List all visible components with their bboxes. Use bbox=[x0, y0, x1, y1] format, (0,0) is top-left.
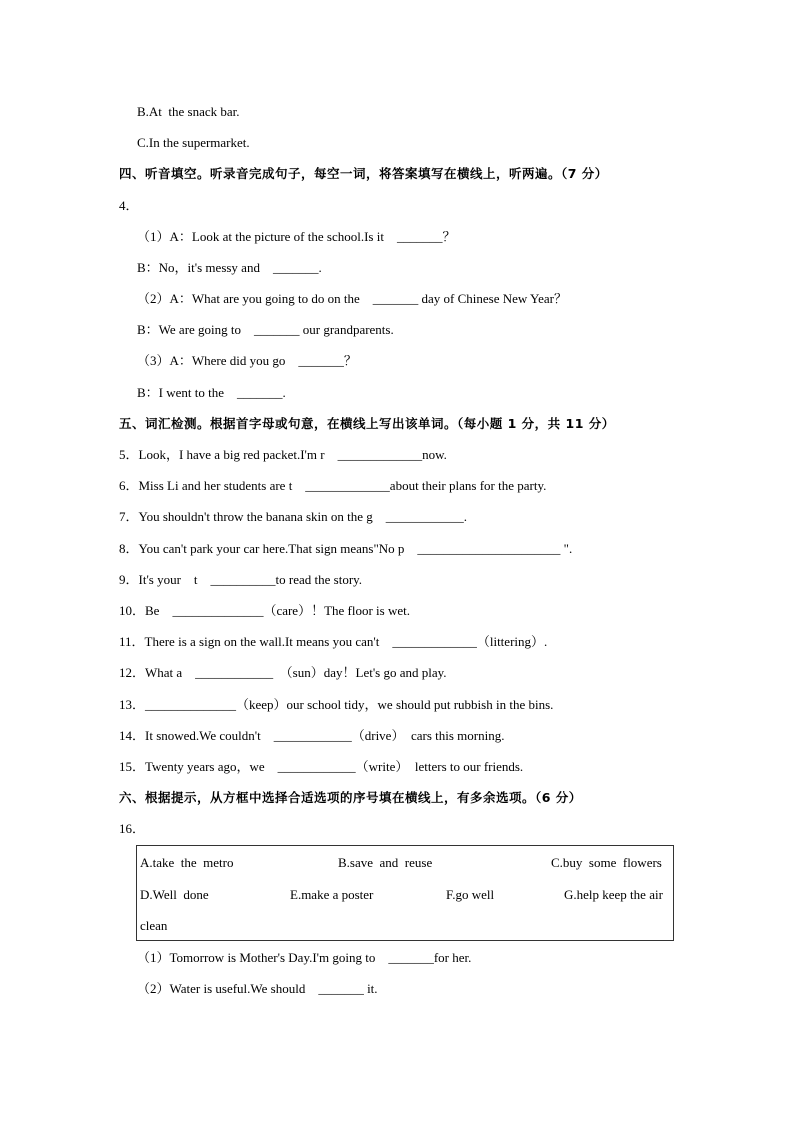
question-line: 11．There is a sign on the wall.It means you can't _____________（littering）. bbox=[119, 634, 548, 649]
option-line-c: C.In the supermarket. bbox=[137, 135, 250, 150]
question-line: （2）Water is useful.We should _______ it. bbox=[137, 981, 378, 996]
option-line-b: B.At the snack bar. bbox=[137, 104, 240, 119]
question-number: 16． bbox=[119, 821, 146, 836]
question-line: B：I went to the _______. bbox=[137, 385, 286, 400]
option-c: C.buy some flowers bbox=[551, 855, 662, 870]
question-line: （2）A：What are you going to do on the _______ day of Chinese New Year？ bbox=[137, 291, 568, 306]
question-line: 13．______________（keep）our school tidy，we should put rubbish in the bins. bbox=[119, 697, 554, 712]
section-5-heading: 五、词汇检测。根据首字母或句意，在横线上写出该单词。（每小题 1 分，共 11 分） bbox=[119, 416, 615, 431]
option-g-continued: clean bbox=[140, 918, 168, 933]
question-line: 6．Miss Li and her students are t _____________about their plans for the party. bbox=[119, 478, 547, 493]
question-line: 15．Twenty years ago，we ____________（write） letters to our friends. bbox=[119, 759, 524, 774]
question-line: 14．It snowed.We couldn't ____________（drive） cars this morning. bbox=[119, 728, 505, 743]
question-line: 9．It's your t __________to read the story. bbox=[119, 572, 363, 587]
option-d: D.Well done bbox=[140, 887, 209, 902]
option-e: E.make a poster bbox=[290, 887, 374, 902]
section-6-heading: 六、根据提示，从方框中选择合适选项的序号填在横线上，有多余选项。（6 分） bbox=[119, 790, 582, 805]
option-g: G.help keep the air bbox=[564, 887, 663, 902]
question-number: 4． bbox=[119, 198, 139, 213]
options-box bbox=[136, 845, 674, 941]
option-a: A.take the metro bbox=[140, 855, 234, 870]
question-line: 5．Look，I have a big red packet.I'm r _____________now. bbox=[119, 447, 447, 462]
question-line: B：No，it's messy and _______. bbox=[137, 260, 322, 275]
question-line: 7．You shouldn't throw the banana skin on the g ____________. bbox=[119, 509, 468, 524]
question-line: 10．Be ______________（care）！The floor is wet. bbox=[119, 603, 411, 618]
option-f: F.go well bbox=[446, 887, 495, 902]
question-line: （1）A：Look at the picture of the school.Is it _______？ bbox=[137, 229, 456, 244]
section-4-heading: 四、听音填空。听录音完成句子，每空一词，将答案填写在横线上，听两遍。（7 分） bbox=[119, 166, 608, 181]
question-line: 12．What a ____________ （sun）day！Let's go and play. bbox=[119, 665, 447, 680]
question-line: B：We are going to _______ our grandparents. bbox=[137, 322, 394, 337]
option-b: B.save and reuse bbox=[338, 855, 433, 870]
question-line: （3）A：Where did you go _______？ bbox=[137, 353, 357, 368]
question-line: 8．You can't park your car here.That sign means"No p ______________________ ". bbox=[119, 541, 573, 556]
question-line: （1）Tomorrow is Mother's Day.I'm going to _______for her. bbox=[137, 950, 472, 965]
